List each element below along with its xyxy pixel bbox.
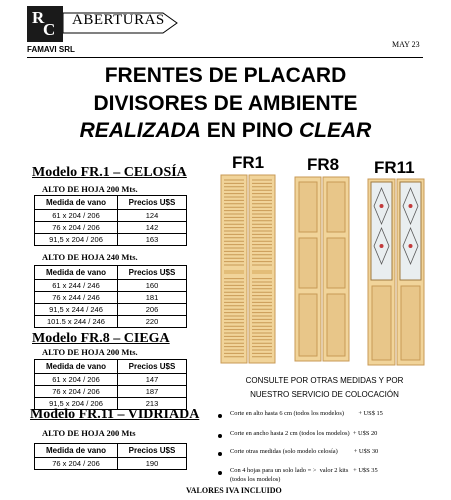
title-en-pino: EN PINO	[200, 119, 299, 142]
note-item-3: Corte otras medidas (solo modelo celosía) + U$S 30	[230, 448, 379, 455]
fr1-table-240	[34, 265, 187, 328]
cell-price: 213	[118, 398, 187, 410]
table-row	[35, 210, 187, 222]
logo-letter-r: R	[32, 8, 45, 27]
cell-size: 76 x 244 / 246	[35, 292, 118, 304]
cell-price: 187	[118, 386, 187, 398]
door-label-fr1: FR1	[232, 153, 265, 172]
cell-price: 190	[118, 458, 187, 470]
consult-line-2: NUESTRO SERVICIO DE COLOCACIÓN	[250, 390, 399, 399]
bullet-icon	[218, 434, 222, 438]
fr11-table	[34, 443, 187, 470]
header-divider	[27, 57, 423, 58]
table-row	[35, 222, 187, 234]
fr11-title: Modelo FR.11 – VIDRIADA	[30, 407, 200, 422]
bullet-icon	[218, 414, 222, 418]
col-header: Precios U$S	[118, 360, 187, 374]
cell-price: 124	[118, 210, 187, 222]
cell-price: 163	[118, 234, 187, 246]
cell-price: 181	[118, 292, 187, 304]
consult-line-1: CONSULTE POR OTRAS MEDIDAS Y POR	[245, 376, 404, 385]
cell-size: 61 x 244 / 246	[35, 280, 118, 292]
fr1-subtitle-200: ALTO DE HOJA 200 Mts.	[42, 184, 138, 194]
cell-size: 76 x 204 / 206	[35, 386, 118, 398]
col-header: Precios U$S	[118, 196, 187, 210]
cell-price: 220	[118, 316, 187, 328]
cell-size: 91,5 x 204 / 206	[35, 398, 118, 410]
fr8-subtitle: ALTO DE HOJA 200 Mts.	[42, 347, 138, 357]
title-line-1: FRENTES DE PLACARD	[104, 64, 347, 87]
table-row	[35, 374, 187, 386]
door-fr1-image	[220, 174, 276, 364]
logo	[27, 6, 63, 42]
table-row	[35, 292, 187, 304]
table-row	[35, 458, 187, 470]
cell-price: 142	[118, 222, 187, 234]
cell-size: 61 x 204 / 206	[35, 374, 118, 386]
note-item-2: Corte en ancho hasta 2 cm (todos los modelos) + U$S 20	[230, 430, 378, 437]
table-row	[35, 280, 187, 292]
door-fr8-image	[294, 176, 350, 362]
col-header: Medida de vano	[35, 196, 118, 210]
footer-iva: VALORES IVA INCLUIDO	[186, 486, 282, 495]
company-sub: FAMAVI SRL	[27, 45, 75, 54]
company-name: ABERTURAS	[72, 12, 165, 28]
logo-letter-c: C	[43, 20, 56, 39]
cell-size: 76 x 204 / 206	[35, 222, 118, 234]
door-fr11-image	[367, 178, 425, 366]
title-line-2: DIVISORES DE AMBIENTE	[93, 92, 358, 115]
table-row	[35, 386, 187, 398]
title-realizada: REALIZADA	[79, 119, 201, 142]
cell-size: 61 x 204 / 206	[35, 210, 118, 222]
title-clear: CLEAR	[299, 119, 372, 142]
date: MAY 23	[392, 40, 420, 49]
note-item-1: Corte en alto hasta 6 cm (todos los modelos) + US$ 15	[230, 410, 383, 417]
col-header: Precios U$S	[118, 444, 187, 458]
fr1-subtitle-240: ALTO DE HOJA 240 Mts.	[42, 252, 138, 262]
door-label-fr8: FR8	[307, 155, 340, 174]
fr1-title: Modelo FR.1 – CELOSÍA	[32, 165, 187, 180]
fr11-subtitle: ALTO DE HOJA 200 Mts	[42, 428, 136, 438]
fr8-table	[34, 359, 187, 410]
note-item-4: Con 4 hojas para un solo lado = > valor 2 kits + U$S 35	[230, 467, 378, 474]
col-header: Medida de vano	[35, 360, 118, 374]
fr8-title: Modelo FR.8 – CIEGA	[32, 331, 170, 346]
table-row	[35, 316, 187, 328]
fr1-table-200	[34, 195, 187, 246]
cell-size: 101.5 x 244 / 246	[35, 316, 118, 328]
table-row	[35, 234, 187, 246]
cell-price: 160	[118, 280, 187, 292]
bullet-icon	[218, 471, 222, 475]
cell-price: 147	[118, 374, 187, 386]
cell-price: 206	[118, 304, 187, 316]
table-row	[35, 304, 187, 316]
cell-size: 76 x 204 / 206	[35, 458, 118, 470]
col-header: Medida de vano	[35, 266, 118, 280]
bullet-icon	[218, 452, 222, 456]
col-header: Precios U$S	[118, 266, 187, 280]
cell-size: 91,5 x 244 / 246	[35, 304, 118, 316]
door-label-fr11: FR11	[374, 158, 415, 177]
title-line-3	[0, 119, 451, 143]
note-item-4-cont: (todos los modelos)	[230, 476, 281, 483]
cell-size: 91,5 x 204 / 206	[35, 234, 118, 246]
col-header: Medida de vano	[35, 444, 118, 458]
